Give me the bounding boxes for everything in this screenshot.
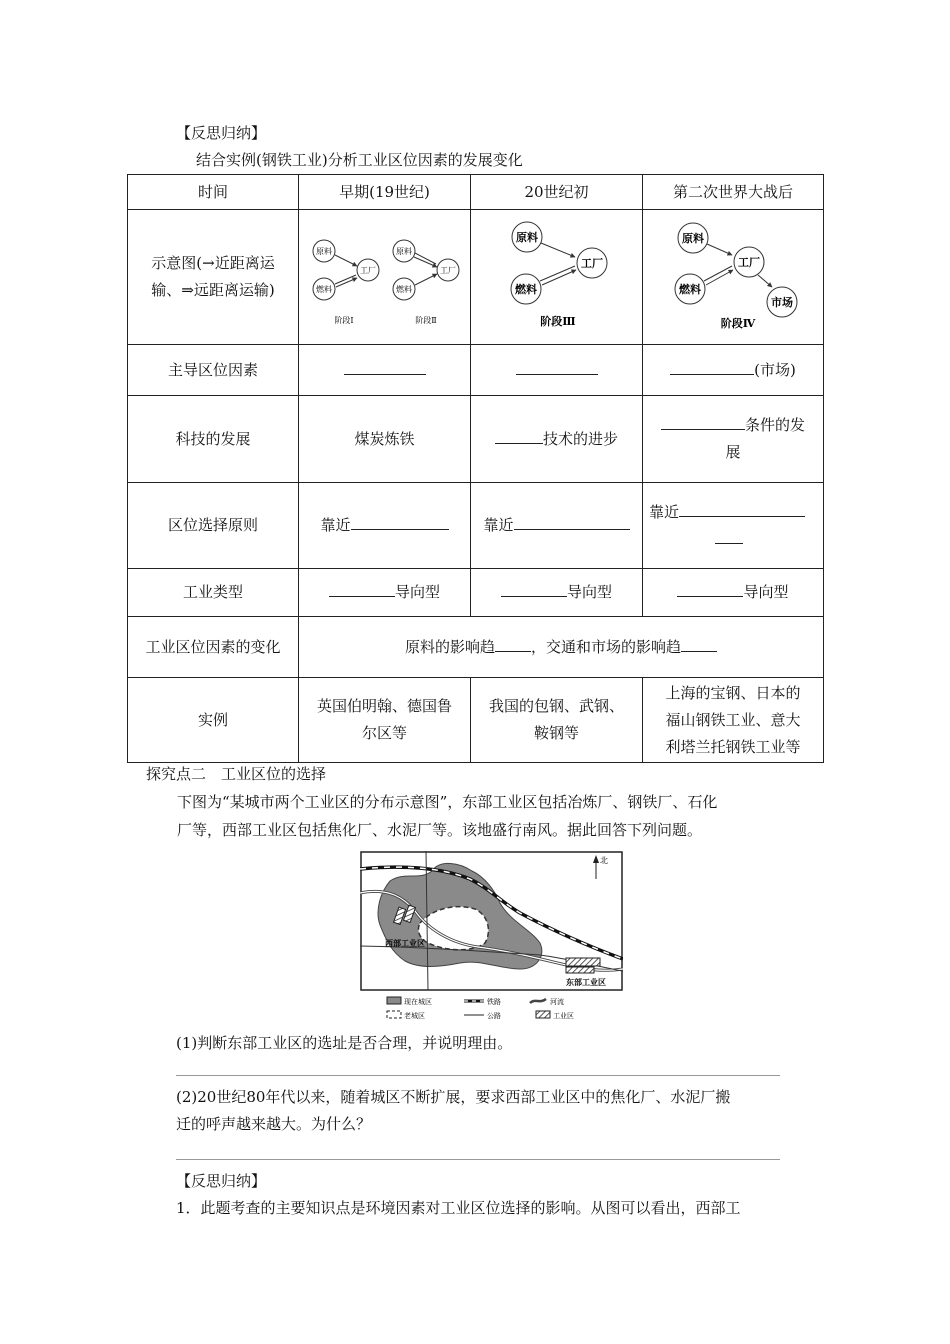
example-early: 英国伯明翰、德国鲁 尔区等 (299, 678, 471, 763)
principle-row (128, 483, 824, 569)
svg-text:工业区: 工业区 (553, 1012, 574, 1020)
factor-blank-postwar[interactable]: (市场) (643, 345, 824, 396)
svg-text:燃料: 燃料 (514, 282, 537, 296)
table-header-row (128, 175, 824, 210)
stage-4-diagram (643, 211, 823, 335)
svg-text:工厂: 工厂 (359, 265, 376, 275)
stage-1-2-diagram (300, 213, 470, 333)
type-20c[interactable]: 导向型 (471, 569, 643, 617)
factor-row (128, 345, 824, 396)
intro-line-2: 厂等，西部工业区包括焦化厂、水泥厂等。该地盛行南风。据此回答下列问题。 (177, 821, 703, 839)
principle-postwar[interactable]: 靠近 (643, 483, 824, 569)
north-label: 北 (600, 856, 608, 865)
reflect-heading: 【反思归纳】 (176, 124, 267, 142)
header-time: 时间 (128, 175, 299, 210)
section-title: 探究点二 工业区位的选择 (146, 765, 327, 783)
question-1: (1)判断东部工业区的选址是否合理，并说明理由。 (176, 1034, 513, 1052)
type-row (128, 569, 824, 617)
question-2-line-2: 迁的呼声越来越大。为什么？ (176, 1115, 372, 1133)
svg-text:现在城区: 现在城区 (404, 998, 432, 1006)
east-zone-label: 东部工业区 (566, 977, 606, 987)
example-postwar: 上海的宝钢、日本的 福山钢铁工业、意大 利塔兰托钢铁工业等 (643, 678, 824, 763)
tech-label: 科技的发展 (128, 396, 299, 483)
svg-text:工厂: 工厂 (580, 256, 603, 270)
svg-text:燃料: 燃料 (679, 282, 701, 296)
stage-4-label: 阶段Ⅳ (720, 316, 756, 330)
example-row (128, 678, 824, 763)
stage-3-label: 阶段Ⅲ (539, 314, 576, 328)
reflect-paragraph-1: 1．此题考查的主要知识点是环境因素对工业区位选择的影响。从图可以看出，西部工 (176, 1199, 741, 1217)
change-label: 工业区位因素的变化 (128, 617, 299, 678)
svg-text:原料: 原料 (682, 231, 704, 245)
factor-blank-20c[interactable] (471, 345, 643, 396)
principle-early[interactable]: 靠近 (299, 483, 471, 569)
tech-20c[interactable]: 技术的进步 (471, 396, 643, 483)
svg-text:河流: 河流 (550, 998, 564, 1006)
steel-industry-table (127, 174, 824, 763)
example-label: 实例 (128, 678, 299, 763)
tech-postwar[interactable]: 条件的发 展 (643, 396, 824, 483)
reflect-heading-2: 【反思归纳】 (176, 1172, 267, 1190)
diagram-cell-20c (471, 210, 643, 345)
type-postwar[interactable]: 导向型 (643, 569, 824, 617)
svg-text:燃料: 燃料 (395, 284, 412, 294)
stage-2-label: 阶段Ⅱ (414, 315, 437, 325)
change-content[interactable]: 原料的影响趋 ，交通和市场的影响趋 (299, 617, 824, 678)
table-caption: 结合实例(钢铁工业)分析工业区位因素的发展变化 (196, 151, 523, 169)
stage-3-diagram (472, 211, 642, 335)
svg-text:铁路: 铁路 (487, 998, 501, 1006)
header-20c: 20世纪初 (471, 175, 643, 210)
type-early[interactable]: 导向型 (299, 569, 471, 617)
svg-text:工厂: 工厂 (738, 255, 760, 269)
header-early: 早期(19世纪) (299, 175, 471, 210)
example-20c: 我国的包钢、武钢、 鞍钢等 (471, 678, 643, 763)
svg-text:原料: 原料 (315, 246, 332, 256)
change-row (128, 617, 824, 678)
factor-label: 主导区位因素 (128, 345, 299, 396)
question-2-line-1: (2)20世纪80年代以来，随着城区不断扩展，要求西部工业区中的焦化厂、水泥厂搬 (176, 1088, 731, 1106)
svg-text:公路: 公路 (487, 1012, 501, 1020)
header-postwar: 第二次世界大战后 (643, 175, 824, 210)
stage-1-label: 阶段Ⅰ (333, 315, 354, 325)
principle-20c[interactable]: 靠近 (471, 483, 643, 569)
answer-line-1[interactable] (176, 1075, 780, 1076)
principle-label: 区位选择原则 (128, 483, 299, 569)
type-label: 工业类型 (128, 569, 299, 617)
diagram-cell-postwar (643, 210, 824, 345)
diagram-label: 示意图(→近距离运 输、⇒远距离运输) (128, 210, 299, 345)
industrial-zone-map (360, 851, 623, 1026)
svg-text:市场: 市场 (771, 295, 793, 309)
intro-line-1: 下图为“某城市两个工业区的分布示意图”，东部工业区包括冶炼厂、钢铁厂、石化 (177, 793, 718, 811)
svg-text:原料: 原料 (515, 230, 538, 244)
svg-text:老城区: 老城区 (404, 1012, 425, 1020)
svg-text:原料: 原料 (395, 246, 412, 256)
factor-blank-early[interactable] (299, 345, 471, 396)
diagram-cell-early (299, 210, 471, 345)
diagram-row (128, 210, 824, 345)
west-zone-label: 西部工业区 (385, 938, 425, 948)
answer-line-2[interactable] (176, 1159, 780, 1160)
tech-early: 煤炭炼铁 (299, 396, 471, 483)
svg-text:工厂: 工厂 (439, 265, 456, 275)
tech-row (128, 396, 824, 483)
svg-text:燃料: 燃料 (315, 284, 332, 294)
